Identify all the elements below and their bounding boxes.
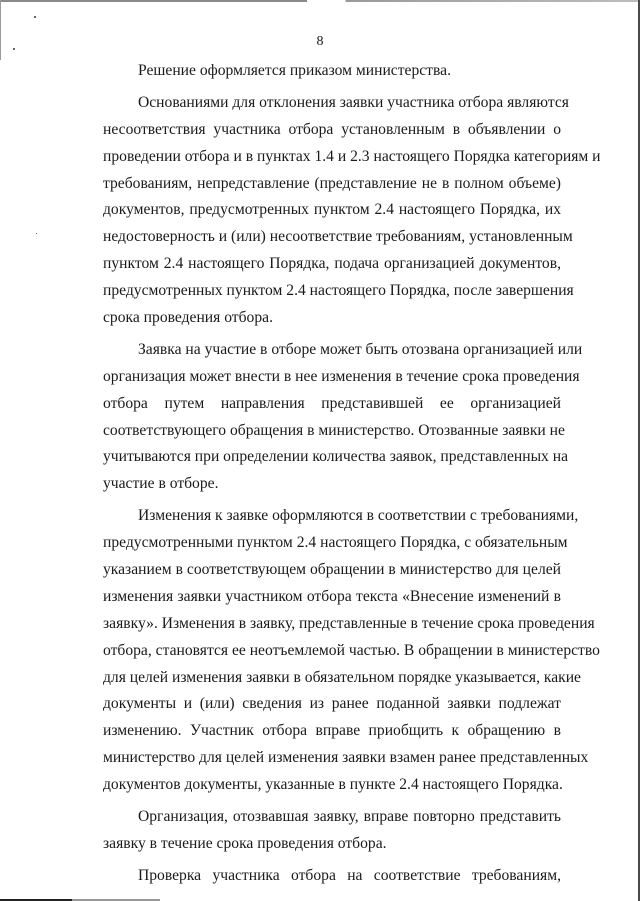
text-line: документов документы, указанные в пункте 2.4 настоящего Порядка. <box>103 776 563 794</box>
text-line: Основаниями для отклонения заявки участника отбора являются <box>138 93 569 111</box>
paragraph <box>103 337 583 498</box>
paragraph <box>103 863 561 890</box>
text-line: учитываются при определении количества заявок, представленных на <box>103 448 569 466</box>
text-line: пунктом 2.4 настоящего Порядка, подача организацией документов, <box>103 255 561 273</box>
text-line: для целей изменения заявки в обязательном порядке указывается, какие <box>103 668 581 686</box>
text-line: Заявка на участие в отборе может быть отозвана организацией или <box>138 340 583 358</box>
paragraph <box>103 503 600 799</box>
text-line: соответствующего обращения в министерство. Отозванные заявки не <box>103 421 565 439</box>
paragraph <box>103 90 601 332</box>
text-line: проведении отбора и в пунктах 1.4 и 2.3 настоящего Порядка категориям и <box>103 147 601 165</box>
text-line: Проверка участника отбора на соответствие требованиям, <box>138 866 561 884</box>
page-number: 8 <box>316 34 324 49</box>
scan-speck <box>36 233 37 234</box>
text-line: отбора путем направления представившей ее организацией <box>103 394 561 412</box>
scan-edge-top <box>0 0 640 2</box>
text-line: изменению. Участник отбора вправе приобщить к обращению в <box>103 722 561 740</box>
text-line: участие в отборе. <box>103 475 219 493</box>
text-line: предусмотренных пунктом 2.4 настоящего Порядка, после завершения <box>103 282 574 300</box>
text-line: недостоверность и (или) несоответствие требованиям, установленным <box>103 228 573 246</box>
text-line: документы и (или) сведения из ранее поданной заявки подлежат <box>103 695 561 713</box>
text-line: министерство для целей изменения заявки взамен ранее представленных <box>103 749 589 767</box>
text-line: Изменения к заявке оформляются в соответствии с требованиями, <box>138 507 579 525</box>
text-line: требованиям, непредставление (представление не в полном объеме) <box>103 174 561 192</box>
text-line: предусмотренными пунктом 2.4 настоящего Порядка, с обязательным <box>103 534 568 552</box>
paragraph <box>103 804 561 858</box>
text-line: заявку в течение срока проведения отбора. <box>103 834 387 852</box>
paragraph <box>103 58 561 85</box>
text-line: Организация, отозвавшая заявку, вправе повторно представить <box>138 808 561 826</box>
text-line: отбора, становятся ее неотъемлемой частью. В обращении в министерство <box>103 641 600 659</box>
text-line: организация может внести в нее изменения в течение срока проведения <box>103 367 580 385</box>
scan-speck <box>34 16 36 18</box>
document-body <box>103 58 601 890</box>
text-line: указанием в соответствующем обращении в министерство для целей <box>103 561 561 579</box>
text-line: несоответствия участника отбора установленным в объявлении о <box>103 120 561 138</box>
text-line: документов, предусмотренных пунктом 2.4 настоящего Порядка, их <box>103 201 561 219</box>
text-line: заявку». Изменения в заявку, представленные в течение срока проведения <box>103 614 595 632</box>
text-line: Решение оформляется приказом министерства. <box>138 62 451 79</box>
text-line: изменения заявки участником отбора текста «Внесение изменений в <box>103 587 561 605</box>
text-line: срока проведения отбора. <box>103 309 273 327</box>
scan-edge-left <box>0 0 1 60</box>
